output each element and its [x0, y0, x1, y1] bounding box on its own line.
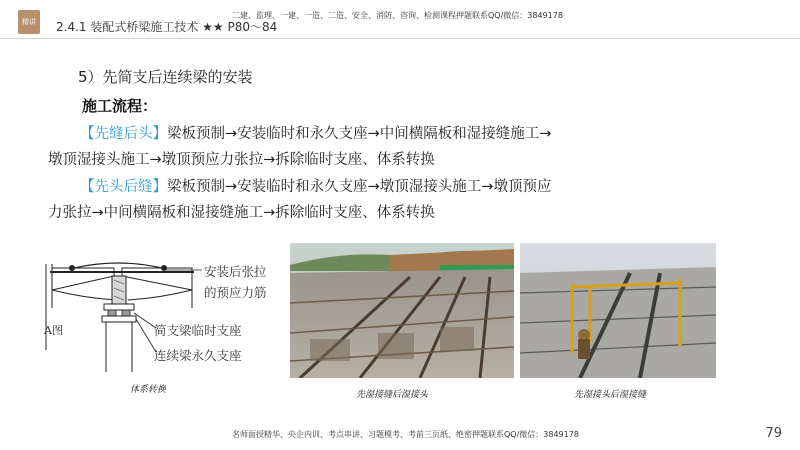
- footer-contact-notice: 名师面授精华、央企内训、考点串讲、习题模考、考前三页纸、绝密押题联系QQ/微信：3849178: [232, 430, 579, 439]
- label-prestress-tendon-2: 的预应力筋: [204, 285, 267, 300]
- caption-diagram: 体系转换: [130, 385, 167, 395]
- flow2-line1: [80, 175, 551, 196]
- flow2-line2: 力张拉→中间横隔板和湿接缝施工→拆除临时支座、体系转换: [48, 205, 435, 221]
- caption-photo-wet-seam-first: 先湿接缝后湿接头: [356, 390, 429, 400]
- logo-badge: 精讲: [18, 10, 40, 34]
- flow-heading: 施工流程：: [82, 97, 158, 115]
- label-permanent-support: 连续梁永久支座: [154, 348, 242, 363]
- label-prestress-tendon-1: 安装后张拉: [204, 264, 267, 279]
- caption-photo-wet-joint-first: 先湿接头后湿接缝: [574, 390, 647, 400]
- system-transfer-diagram: [44, 250, 284, 375]
- section-title: 2.4.1 装配式桥梁施工技术 ★★ P80～84: [56, 20, 278, 34]
- flow1-text1: 梁板预制→安装临时和永久支座→中间横隔板和湿接缝施工→: [167, 126, 552, 142]
- header-contact-notice: 二建、监理、一建、一造、二造、安全、消防、咨询、检测课程押题联系QQ/微信：3849178: [232, 11, 563, 20]
- flow1-line1: [80, 122, 551, 143]
- header-divider: [0, 38, 800, 39]
- flow1-line2: 墩顶湿接头施工→墩顶预应力张拉→拆除临时支座、体系转换: [48, 152, 435, 168]
- subheading: 5）先简支后连续梁的安装: [78, 68, 253, 86]
- photo-wet-joint-first: [520, 243, 716, 378]
- flow2-text1: 梁板预制→安装临时和永久支座→墩顶湿接头施工→墩顶预应: [167, 179, 552, 195]
- label-temporary-support: 简支梁临时支座: [154, 323, 242, 338]
- flow2-tag: 【先头后缝】: [80, 179, 167, 195]
- diagram-fig-label: A图: [44, 324, 63, 337]
- flow1-tag: 【先缝后头】: [80, 126, 167, 142]
- photo-wet-seam-first: [290, 243, 514, 378]
- page-number: 79: [765, 426, 782, 441]
